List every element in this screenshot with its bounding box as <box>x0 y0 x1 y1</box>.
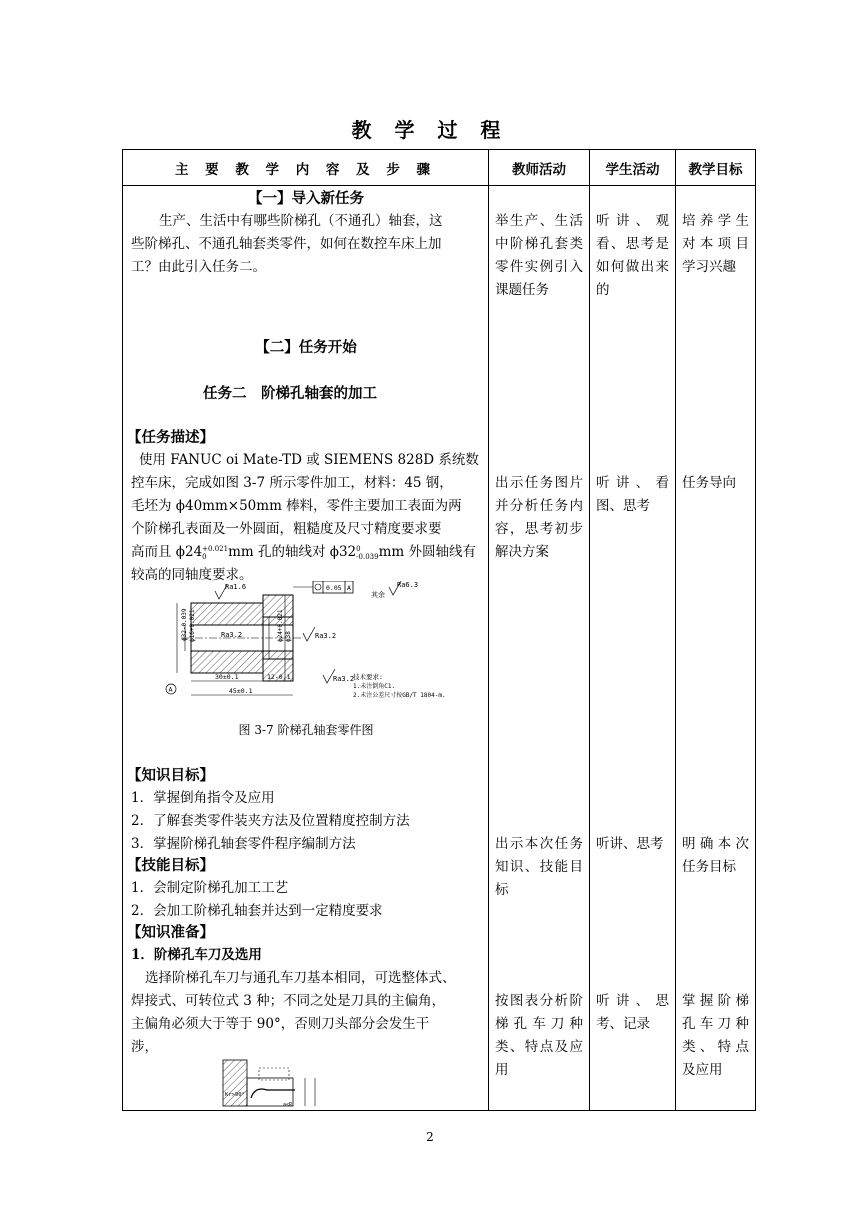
list-item: 1．掌握倒角指令及应用 <box>131 790 275 806</box>
desc-line: 毛坯为 ϕ40mm×50mm 棒料，零件主要加工表面为两 <box>131 498 462 514</box>
len-45-label: 45±0.1 <box>229 687 253 695</box>
content-cell <box>123 186 489 1111</box>
ra1-label: Ra1.6 <box>225 583 247 591</box>
ra3-label: Ra3.2 <box>315 632 337 640</box>
dim-24-label: ϕ24+0.021 <box>277 609 284 642</box>
section2-title: 【二】任务开始 <box>255 339 357 356</box>
teacher-activity: 举生产、生活中阶梯孔套类零件实例引入课题任务 <box>495 213 583 298</box>
teaching-goal: 培养学生对本项目学习兴趣 <box>682 213 749 275</box>
teacher-activity: 按图表分析阶梯孔车刀种类、特点及应用 <box>495 993 583 1078</box>
student-activity: 听讲、思考、记录 <box>596 993 669 1032</box>
task-title: 任务二 阶梯孔轴套的加工 <box>203 385 377 402</box>
desc-line: 个阶梯孔表面及一外圆面，粗糙度及尺寸精度要求要 <box>131 521 442 537</box>
page-number: 2 <box>426 1130 434 1144</box>
len-12-label: 12-0.1 <box>267 673 291 681</box>
ra-other-label: Ra6.3 <box>397 581 419 589</box>
len-30-label: 30±0.1 <box>215 673 239 681</box>
tol-value: 0.05 <box>326 584 342 592</box>
tol-ref: A <box>347 584 351 592</box>
task-desc-title: 【任务描述】 <box>127 429 214 446</box>
section1-title: 【一】导入新任务 <box>248 190 364 207</box>
intro-line: 生产、生活中有哪些阶梯孔（不通孔）轴套，这 <box>159 213 443 229</box>
dim-16-label: ϕ16+0.021 <box>189 609 196 642</box>
teaching-goal: 掌握阶梯孔车刀种类、特点及应用 <box>682 993 749 1078</box>
teacher-activity: 出示本次任务知识、技能目标 <box>495 836 583 898</box>
prep-line: 涉， <box>131 1039 158 1055</box>
dim-38-label: ϕ38 <box>285 631 292 642</box>
ra2-label: Ra3.2 <box>221 631 243 639</box>
list-item: 1．会制定阶梯孔加工工艺 <box>131 880 289 896</box>
dim-32-label: ϕ32-0.039 <box>181 608 188 641</box>
table-body-row <box>123 186 756 1111</box>
figure-caption: 图 3-7 阶梯孔轴套零件图 <box>238 723 374 737</box>
teaching-goal: 任务导向 <box>682 475 736 491</box>
teacher-activity: 出示任务图片并分析任务内容，思考初步解决方案 <box>495 475 583 560</box>
tool-angle: Kr>90° <box>225 1092 245 1098</box>
desc-line-tolerance: 高而且 ϕ24 +0.021 0 mm 孔的轴线对 ϕ32 0 -0.039 mm 外圆轴线有 <box>131 544 476 561</box>
list-item: 3．掌握阶梯孔轴套零件程序编制方法 <box>131 836 356 852</box>
knowledge-goal-title: 【知识目标】 <box>127 767 214 784</box>
datum-label: A <box>168 685 173 694</box>
header-student: 学生活动 <box>590 150 676 186</box>
intro-line: 工？由此引入任务二。 <box>131 259 266 275</box>
desc-line: 较高的同轴度要求。 <box>131 567 253 583</box>
student-activity: 听讲、观看、思考是如何做出来的 <box>596 213 669 298</box>
prep-line: 焊接式、可转位式 3 种；不同之处是刀具的主偏角， <box>131 993 446 1009</box>
ra4-label: Ra3.2 <box>333 675 355 683</box>
list-item: 2．会加工阶梯孔轴套并达到一定精度要求 <box>131 903 383 919</box>
header-teacher: 教师活动 <box>489 150 590 186</box>
desc-line: 控车床，完成如图 3-7 所示零件加工，材料：45 钢， <box>131 475 453 491</box>
prep-title: 【知识准备】 <box>127 924 214 941</box>
header-content: 主 要 教 学 内 容 及 步 骤 <box>123 150 489 186</box>
page-title: 教 学 过 程 <box>351 118 509 142</box>
teaching-process-table <box>122 149 756 1111</box>
skill-goal-title: 【技能目标】 <box>127 857 214 874</box>
student-activity: 听讲、看图、思考 <box>596 475 669 514</box>
prep-line: 主偏角必须大于等于 90°，否则刀头部分会发生干 <box>131 1016 430 1032</box>
tool-drawing <box>215 1058 335 1108</box>
teaching-goal: 明确本次任务目标 <box>682 836 749 875</box>
tool-bottom: a<R <box>283 1102 293 1108</box>
student-activity: 听讲、思考 <box>596 836 664 852</box>
list-item: 2．了解套类零件装夹方法及位置精度控制方法 <box>131 813 410 829</box>
other-label: 其余 <box>371 591 385 599</box>
teacher-cell <box>489 186 590 1111</box>
intro-line: 些阶梯孔、不通孔轴套类零件，如何在数控车床上加 <box>131 236 442 252</box>
prep-subtitle: 1．阶梯孔车刀及选用 <box>131 947 262 963</box>
student-cell <box>590 186 676 1111</box>
prep-line: 选择阶梯孔车刀与通孔车刀基本相同，可选整体式、 <box>145 970 456 986</box>
desc-line: 使用 FANUC oi Mate-TD 或 SIEMENS 828D 系统数 <box>139 452 479 468</box>
header-goal: 教学目标 <box>676 150 756 186</box>
note2: 2.未注公差尺寸按GB/T 1804-m. <box>353 692 446 699</box>
note1: 1.未注倒角C1. <box>353 683 396 690</box>
table-header-row <box>123 150 756 186</box>
part-drawing <box>163 581 463 711</box>
goal-cell <box>676 186 756 1111</box>
note-title: 技术要求: <box>353 673 383 681</box>
